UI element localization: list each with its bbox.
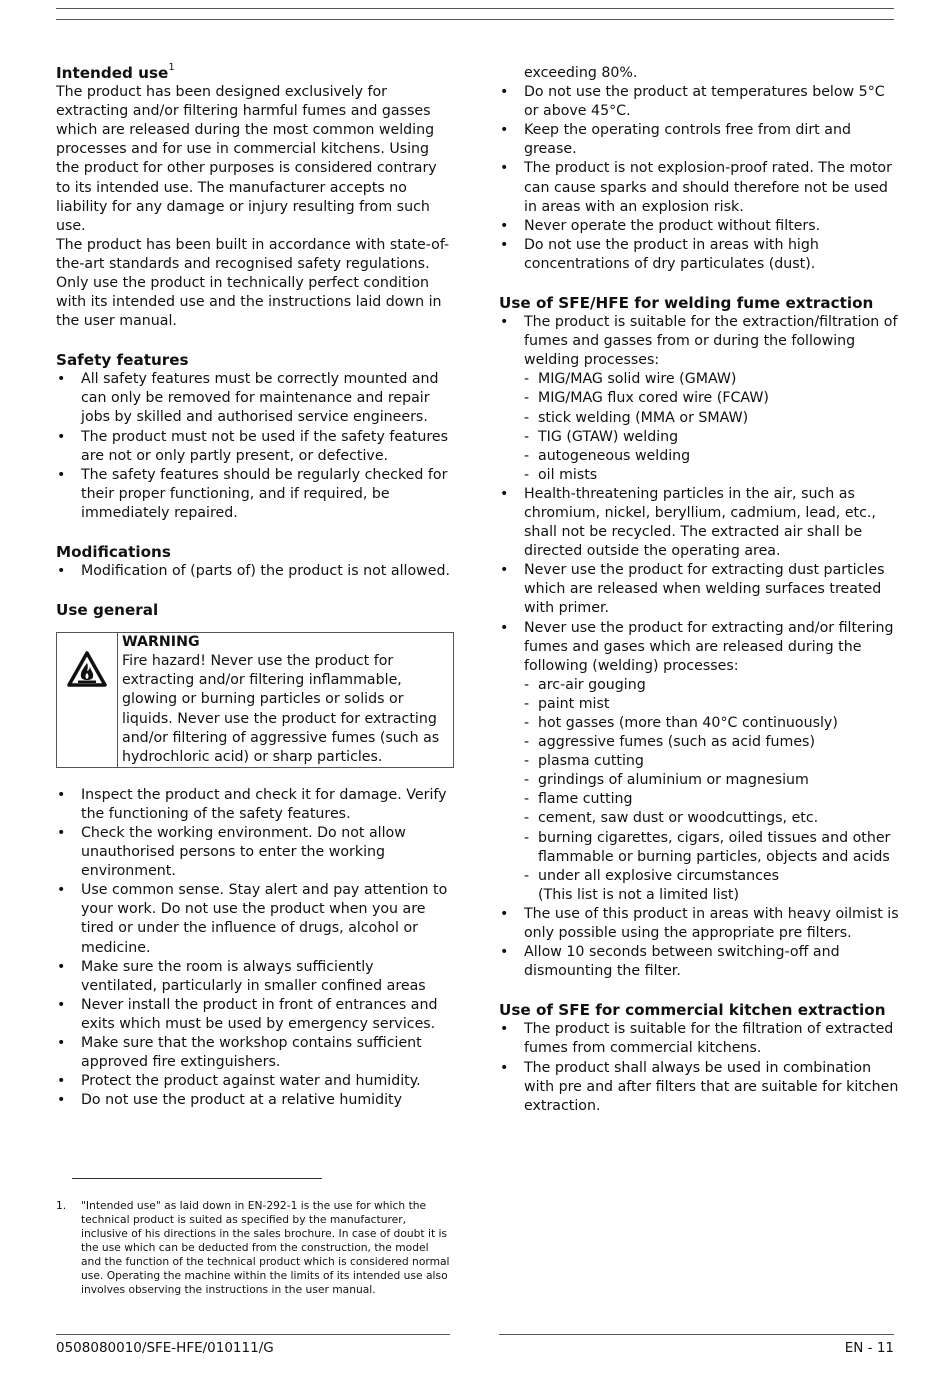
- sublist-item: - hot gasses (more than 40°C continuously): [524, 714, 899, 733]
- sublist-item: - arc-air gouging: [524, 676, 899, 695]
- modifications-list: [56, 562, 454, 581]
- left-column: [56, 60, 454, 1110]
- intended-use-paragraph-1: The product has been designed exclusively for extracting and/or filtering harmful fumes and gasses which are released during the most common welding processes and for use in commercial kitchens. Using the product for other purposes is considered contrary to its intended use. The manufacturer accepts no liability for any damage or injury resulting from such use.: [56, 84, 437, 234]
- fire-hazard-warning-icon: [57, 633, 118, 767]
- item-text: The product is suitable for the extraction/filtration of fumes and gasses from or during the following welding processes:: [524, 314, 898, 369]
- welding-heading: Use of SFE/HFE for welding fume extraction: [499, 294, 874, 313]
- page-number: EN - 11: [844, 1340, 894, 1356]
- list-item: • Use common sense. Stay alert and pay attention to your work. Do not use the product when you are tired or under the influence of drugs, alcohol or medicine.: [56, 881, 454, 957]
- footnote-separator: [72, 1178, 322, 1179]
- warning-title: WARNING: [122, 634, 200, 651]
- item-text: Never use the product for extracting and/or filtering fumes and gases which are released during the following (welding) processes:: [524, 619, 894, 674]
- list-item: • Do not use the product in areas with high concentrations of dry particulates (dust).: [499, 236, 899, 274]
- list-item: • Do not use the product at temperatures below 5°C or above 45°C.: [499, 83, 899, 121]
- warning-text: Fire hazard! Never use the product for extracting and/or filtering inflammable, glowing or burning particles or solids or liquids. Never use the product for extracting and/or filtering of aggressive fumes (such as hydrochloric acid) or sharp particles.: [122, 653, 440, 765]
- list-item: • Make sure the room is always sufficiently ventilated, particularly in smaller confined areas: [56, 958, 454, 996]
- warning-box: [56, 632, 454, 768]
- list-item: • The product must not be used if the safety features are not or only partly present, or defective.: [56, 428, 454, 466]
- list-item: • Keep the operating controls free from dirt and grease.: [499, 121, 899, 159]
- list-item: [499, 619, 899, 905]
- list-item: • Never install the product in front of entrances and exits which must be used by emergency services.: [56, 996, 454, 1034]
- list-item: [499, 313, 899, 485]
- list-item: • Do not use the product at a relative humidity: [56, 1091, 454, 1110]
- list-item: • Check the working environment. Do not allow unauthorised persons to enter the working environment.: [56, 824, 454, 881]
- intended-use-heading: Intended use$^1$: [56, 62, 175, 83]
- list-item: • Protect the product against water and humidity.: [56, 1072, 454, 1091]
- list-item: • Make sure that the workshop contains sufficient approved fire extinguishers.: [56, 1034, 454, 1072]
- sublist-item: - stick welding (MMA or SMAW): [524, 409, 899, 428]
- list-item: • Inspect the product and check it for damage. Verify the functioning of the safety features.: [56, 786, 454, 824]
- list-item: • The product shall always be used in combination with pre and after filters that are suitable for kitchen extraction.: [499, 1059, 899, 1116]
- sublist-item: - aggressive fumes (such as acid fumes): [524, 733, 899, 752]
- list-item: • The use of this product in areas with heavy oilmist is only possible using the appropriate pre filters.: [499, 905, 899, 943]
- list-item: • The product is suitable for the filtration of extracted fumes from commercial kitchens.: [499, 1020, 899, 1058]
- sublist-item: - autogeneous welding: [524, 447, 899, 466]
- list-note: (This list is not a limited list): [538, 886, 740, 903]
- sublist-item: - burning cigarettes, cigars, oiled tissues and other flammable or burning particles, objects and acids: [524, 829, 899, 867]
- footnote-number: 1.: [56, 1199, 67, 1212]
- top-rule-1: [56, 8, 894, 9]
- sublist-item: - TIG (GTAW) welding: [524, 428, 899, 447]
- safety-features-heading: Safety features: [56, 351, 189, 370]
- sublist: [524, 676, 899, 886]
- document-code: 0508080010/SFE-HFE/010111/G: [56, 1340, 274, 1356]
- footer-rule-right: [499, 1334, 894, 1335]
- sublist: [524, 370, 899, 485]
- footer-rule-left: [56, 1334, 450, 1335]
- use-general-list-continued: [499, 83, 899, 274]
- modifications-heading: Modifications: [56, 543, 171, 562]
- sublist-item: - under all explosive circumstances: [524, 867, 899, 886]
- footnote: [56, 1199, 451, 1297]
- sublist-item: - grindings of aluminium or magnesium: [524, 771, 899, 790]
- list-item: • The product is not explosion-proof rated. The motor can cause sparks and should therefore not be used in areas with an explosion risk.: [499, 159, 899, 216]
- list-item: • Allow 10 seconds between switching-off and dismounting the filter.: [499, 943, 899, 981]
- sublist-item: - plasma cutting: [524, 752, 899, 771]
- sublist-item: - cement, saw dust or woodcuttings, etc.: [524, 809, 899, 828]
- kitchen-heading: Use of SFE for commercial kitchen extraction: [499, 1001, 886, 1020]
- welding-list: [499, 313, 899, 981]
- intended-use-paragraph-2: The product has been built in accordance with state-of-the-art standards and recognised safety regulations. Only use the product in technically perfect condition with its intended use and the instructions laid down in the user manual.: [56, 236, 450, 330]
- list-item: • Never operate the product without filters.: [499, 217, 899, 236]
- sublist-item: - MIG/MAG flux cored wire (FCAW): [524, 389, 899, 408]
- top-rule-2: [56, 19, 894, 20]
- use-general-list: [56, 786, 454, 1111]
- sublist-item: - MIG/MAG solid wire (GMAW): [524, 370, 899, 389]
- footnote-ref[interactable]: 1: [168, 62, 175, 73]
- sublist-item: - paint mist: [524, 695, 899, 714]
- safety-features-list: [56, 370, 454, 523]
- continued-text: exceeding 80%.: [524, 65, 638, 81]
- use-general-heading: Use general: [56, 601, 159, 620]
- list-item: • All safety features must be correctly mounted and can only be removed for maintenance and repair jobs by skilled and authorised service engineers.: [56, 370, 454, 427]
- list-item: • Modification of (parts of) the product is not allowed.: [56, 562, 454, 581]
- sublist-item: - flame cutting: [524, 790, 899, 809]
- list-item: • The safety features should be regularly checked for their proper functioning, and if required, be immediately repaired.: [56, 466, 454, 523]
- kitchen-list: [499, 1020, 899, 1115]
- list-item: • Health-threatening particles in the air, such as chromium, nickel, beryllium, cadmium, lead, etc., shall not be recycled. The extracted air shall be directed outside the operating area.: [499, 485, 899, 561]
- right-column: [499, 64, 899, 1116]
- sublist-item: - oil mists: [524, 466, 899, 485]
- list-item: • Never use the product for extracting dust particles which are released when welding surfaces treated with primer.: [499, 561, 899, 618]
- footnote-text: "Intended use" as laid down in EN-292-1 is the use for which the technical product is suited as specified by the manufacturer, inclusive of his directions in the sales brochure. In case of doubt it is the use which can be deducted from the construction, the model and the function of the technical product which is considered normal use. Operating the machine within the limits of its intended use also involves observing the instructions in the user manual.: [81, 1199, 450, 1296]
